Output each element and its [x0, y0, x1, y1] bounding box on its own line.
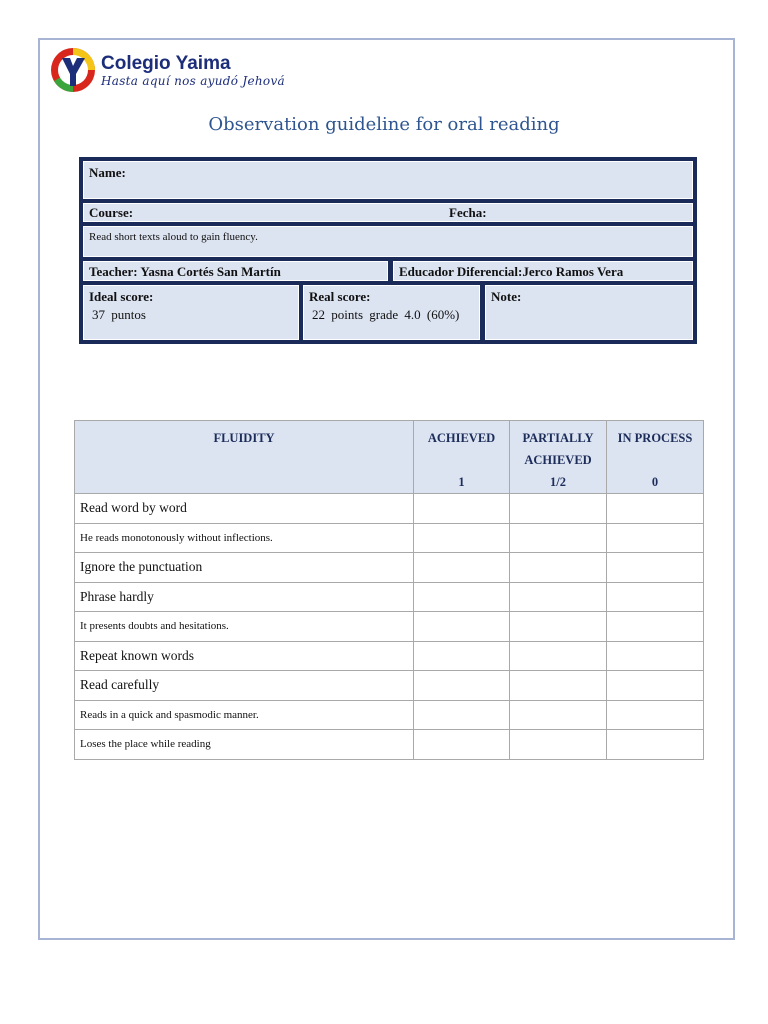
- criterion-label: Loses the place while reading: [75, 730, 414, 760]
- partially-achieved-cell[interactable]: [510, 641, 607, 671]
- ideal-score-cell: [83, 285, 299, 340]
- partially-achieved-cell[interactable]: [510, 582, 607, 612]
- achieved-cell[interactable]: [414, 730, 510, 760]
- in-process-cell[interactable]: [607, 523, 704, 553]
- table-row: [75, 523, 704, 553]
- in-process-cell[interactable]: [607, 494, 704, 524]
- achieved-cell[interactable]: [414, 494, 510, 524]
- criterion-label: Reads in a quick and spasmodic manner.: [75, 700, 414, 730]
- criterion-label: It presents doubts and hesitations.: [75, 612, 414, 642]
- criterion-label: Ignore the punctuation: [75, 553, 414, 583]
- table-row: [75, 641, 704, 671]
- note-cell[interactable]: [485, 285, 693, 340]
- real-score-cell: [303, 285, 480, 340]
- school-name: Colegio Yaima: [101, 53, 231, 74]
- school-logo-icon: [50, 46, 96, 94]
- name-field[interactable]: [83, 161, 693, 199]
- name-label: Name:: [89, 165, 126, 180]
- table-row: [75, 553, 704, 583]
- partially-achieved-cell[interactable]: [510, 671, 607, 701]
- achieved-cell[interactable]: [414, 553, 510, 583]
- partially-achieved-cell[interactable]: [510, 700, 607, 730]
- ideal-score-value: 37 puntos: [92, 307, 146, 322]
- student-info-box: [79, 157, 697, 344]
- in-process-cell[interactable]: [607, 641, 704, 671]
- partially-achieved-header: PARTIALLY ACHIEVED 1/2: [510, 421, 607, 494]
- achieved-cell[interactable]: [414, 641, 510, 671]
- objective-text: Read short texts aloud to gain fluency.: [83, 226, 693, 257]
- fluidity-rubric-table: [74, 420, 704, 760]
- achieved-header: ACHIEVED 1: [414, 421, 510, 494]
- achieved-cell[interactable]: [414, 582, 510, 612]
- in-process-cell[interactable]: [607, 671, 704, 701]
- document-title: Observation guideline for oral reading: [208, 114, 560, 135]
- achieved-cell[interactable]: [414, 523, 510, 553]
- real-score-value: 22 points grade 4.0 (60%): [312, 307, 460, 322]
- table-row: [75, 612, 704, 642]
- in-process-header: IN PROCESS 0: [607, 421, 704, 494]
- fluidity-header: FLUIDITY: [75, 421, 414, 494]
- school-motto: Hasta aquí nos ayudó Jehová: [101, 74, 285, 88]
- criterion-label: Repeat known words: [75, 641, 414, 671]
- ideal-score-label: Ideal score:: [89, 289, 154, 304]
- achieved-cell[interactable]: [414, 612, 510, 642]
- achieved-cell[interactable]: [414, 700, 510, 730]
- course-label: Course:: [89, 205, 134, 220]
- in-process-cell[interactable]: [607, 612, 704, 642]
- partially-achieved-cell[interactable]: [510, 494, 607, 524]
- criterion-label: Read carefully: [75, 671, 414, 701]
- in-process-cell[interactable]: [607, 700, 704, 730]
- table-row: [75, 700, 704, 730]
- in-process-cell[interactable]: [607, 553, 704, 583]
- teacher-name: Teacher: Yasna Cortés San Martín: [83, 261, 388, 281]
- table-row: [75, 730, 704, 760]
- partially-achieved-cell[interactable]: [510, 523, 607, 553]
- table-row: [75, 494, 704, 524]
- table-row: [75, 582, 704, 612]
- course-date-row: [83, 203, 693, 222]
- date-label: Fecha:: [449, 205, 487, 220]
- table-row: [75, 671, 704, 701]
- rubric-header-row: [75, 421, 704, 494]
- criterion-label: He reads monotonously without inflections.: [75, 523, 414, 553]
- partially-achieved-cell[interactable]: [510, 730, 607, 760]
- educator-name: Educador Diferencial:Jerco Ramos Vera: [393, 261, 693, 281]
- real-score-label: Real score:: [309, 289, 371, 304]
- partially-achieved-cell[interactable]: [510, 553, 607, 583]
- criterion-label: Phrase hardly: [75, 582, 414, 612]
- criterion-label: Read word by word: [75, 494, 414, 524]
- achieved-cell[interactable]: [414, 671, 510, 701]
- note-label: Note:: [491, 289, 522, 304]
- in-process-cell[interactable]: [607, 582, 704, 612]
- in-process-cell[interactable]: [607, 730, 704, 760]
- partially-achieved-cell[interactable]: [510, 612, 607, 642]
